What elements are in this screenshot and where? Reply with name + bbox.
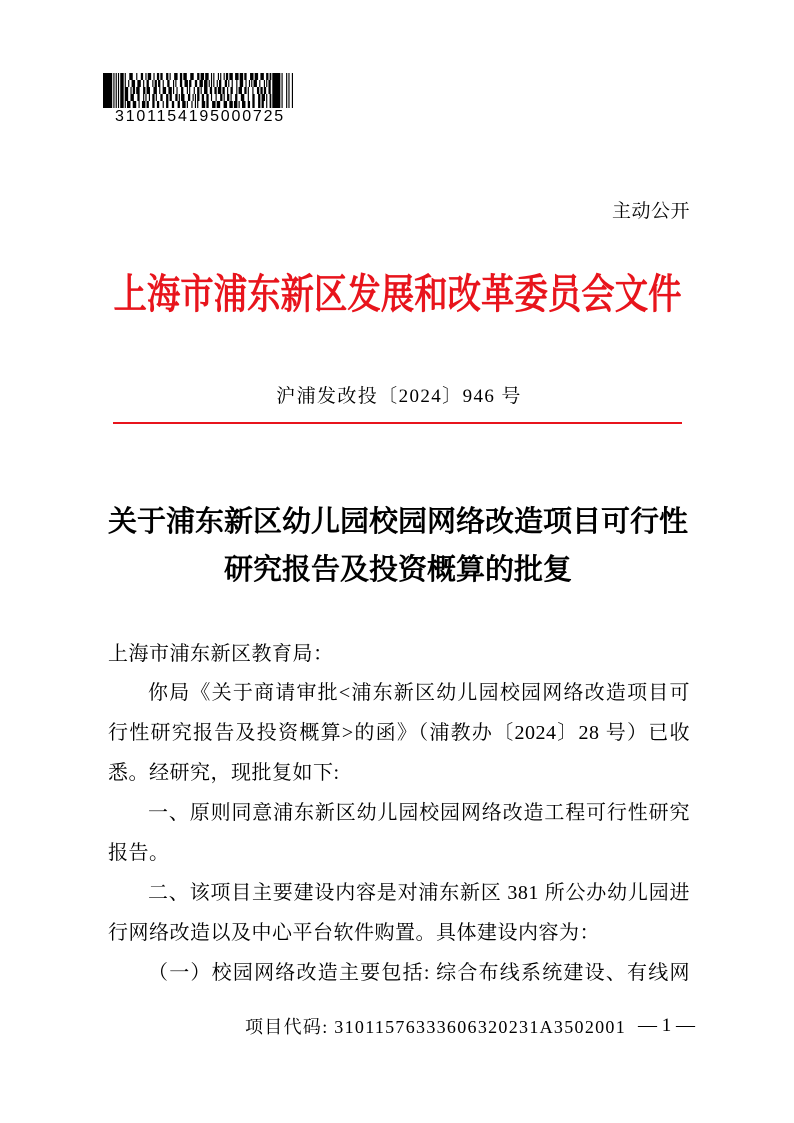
barcode-module: [157, 101, 159, 108]
barcode-module: [174, 73, 177, 80]
barcode-module: [136, 73, 137, 80]
barcode-module: [225, 80, 227, 87]
barcode-module: [125, 94, 128, 101]
barcode-module: [202, 94, 204, 101]
paragraph-2-line: 报告。: [108, 842, 170, 864]
barcode-module: [244, 73, 246, 80]
barcode-module: [175, 80, 176, 87]
barcode-module: [167, 80, 169, 87]
barcode-module: [189, 80, 191, 87]
barcode-module: [268, 87, 270, 94]
barcode-module: [249, 80, 250, 87]
barcode-module: [220, 94, 222, 101]
paragraph-1-line: 悉。经研究，现批复如下:: [108, 762, 340, 784]
barcode-module: [143, 80, 144, 87]
barcode-module: [255, 73, 258, 80]
barcode-module: [270, 94, 272, 101]
barcode-module: [137, 94, 139, 101]
barcode-module: [173, 80, 174, 87]
barcode-module: [250, 73, 253, 80]
barcode-module: [197, 94, 199, 101]
barcode-module: [194, 87, 195, 94]
barcode-module: [166, 101, 168, 108]
barcode-module: [188, 94, 190, 101]
barcode-module: [139, 101, 140, 108]
barcode: [103, 73, 293, 108]
barcode-module: [180, 80, 182, 87]
barcode-module: [118, 73, 119, 108]
barcode-module: [235, 73, 238, 80]
barcode-module: [244, 87, 246, 94]
barcode-module: [152, 80, 153, 87]
barcode-module: [103, 73, 112, 108]
barcode-module: [252, 87, 253, 94]
barcode-module: [205, 73, 208, 80]
barcode-module: [254, 80, 257, 87]
barcode-module: [209, 80, 210, 87]
barcode-module: [211, 80, 212, 87]
barcode-module: [195, 80, 197, 87]
barcode-module: [155, 80, 157, 87]
barcode-module: [224, 94, 225, 101]
barcode-module: [206, 101, 208, 108]
project-code: 项目代码: 31011576333606320231A3502001: [245, 1017, 627, 1037]
barcode-module: [231, 87, 233, 94]
barcode-module: [201, 73, 204, 80]
barcode-module: [145, 73, 146, 80]
barcode-module: [133, 87, 135, 94]
barcode-module: [213, 80, 214, 87]
barcode-module: [264, 87, 266, 94]
barcode-module: [132, 80, 135, 87]
document-body: [108, 635, 690, 993]
barcode-module: [130, 94, 133, 101]
barcode-module: [173, 87, 174, 94]
paragraph-2-line: 一、原则同意浦东新区幼儿园校园网络改造工程可行性研究: [148, 802, 690, 824]
barcode-module: [193, 94, 194, 101]
barcode-module: [159, 87, 160, 94]
barcode-module: [270, 101, 272, 108]
barcode-module: [191, 101, 192, 108]
barcode-module: [288, 73, 289, 108]
barcode-module: [248, 94, 249, 101]
barcode-module: [128, 80, 129, 87]
barcode-module: [204, 80, 207, 87]
barcode-module: [160, 94, 162, 101]
barcode-module: [125, 87, 128, 94]
barcode-module: [181, 87, 183, 94]
barcode-number: 3101154195000725: [115, 108, 285, 125]
barcode-module: [236, 80, 237, 87]
barcode-module: [125, 101, 126, 108]
barcode-module: [252, 101, 254, 108]
barcode-module: [187, 101, 188, 108]
barcode-module: [152, 101, 154, 108]
barcode-module: [166, 94, 168, 101]
issuer-title: 上海市浦东新区发展和改革委员会文件: [112, 271, 682, 317]
barcode-module: [187, 87, 188, 94]
barcode-module: [170, 94, 172, 101]
barcode-module: [199, 80, 202, 87]
barcode-module: [195, 101, 196, 108]
barcode-module: [133, 101, 136, 108]
barcode-module: [163, 80, 164, 87]
barcode-module: [218, 87, 221, 94]
barcode-module: [226, 73, 228, 80]
document-number: 沪浦发改投〔2024〕946 号: [276, 386, 522, 407]
paragraph-3-line: 二、该项目主要建设内容是对浦东新区 381 所公办幼儿园进: [148, 882, 690, 904]
barcode-module: [240, 73, 243, 80]
paragraph-1-line: 行性研究报告及投资概算>的函》（浦教办〔2024〕28 号）已收: [108, 722, 690, 744]
barcode-module: [204, 87, 207, 94]
barcode-module: [292, 73, 293, 108]
barcode-module: [197, 87, 199, 94]
barcode-module: [231, 94, 232, 101]
barcode-module: [239, 87, 242, 94]
barcode-module: [163, 101, 164, 108]
barcode-module: [236, 87, 237, 94]
barcode-module: [234, 101, 237, 108]
barcode-module: [214, 87, 216, 94]
barcode-module: [202, 101, 205, 108]
barcode-module: [224, 101, 227, 108]
addressee: 上海市浦东新区教育局：: [108, 643, 334, 665]
barcode-module: [232, 80, 233, 87]
barcode-module: [219, 80, 221, 87]
barcode-module: [258, 94, 260, 101]
barcode-module: [175, 94, 177, 101]
barcode-module: [147, 87, 150, 94]
barcode-module: [143, 87, 145, 94]
barcode-module: [222, 87, 224, 94]
barcode-module: [227, 94, 229, 101]
barcode-module: [227, 87, 228, 94]
barcode-module: [264, 80, 265, 87]
barcode-module: [129, 73, 132, 80]
barcode-module: [235, 94, 237, 101]
barcode-module: [158, 80, 160, 87]
barcode-module: [136, 87, 139, 94]
barcode-module: [266, 73, 268, 80]
barcode-module: [147, 101, 149, 108]
barcode-module: [240, 80, 243, 87]
barcode-module: [152, 94, 154, 101]
barcode-module: [116, 73, 117, 108]
barcode-module: [262, 94, 265, 101]
paragraph-4-line: （一）校园网络改造主要包括: 综合布线系统建设、有线网: [148, 962, 690, 984]
barcode-module: [251, 80, 252, 87]
paragraph-3-line: 行网络改造以及中心平台软件购置。具体建设内容为：: [108, 922, 600, 944]
barcode-module: [141, 73, 143, 80]
barcode-module: [130, 87, 131, 94]
barcode-module: [156, 94, 157, 101]
barcode-module: [125, 80, 126, 87]
barcode-module: [195, 94, 196, 101]
barcode-module: [168, 87, 171, 94]
paragraph-1-line: 你局《关于商请审批<浦东新区幼儿园校园网络改造项目可: [148, 682, 690, 704]
barcode-module: [286, 73, 287, 108]
barcode-module: [262, 101, 264, 108]
barcode-module: [216, 94, 217, 101]
barcode-module: [248, 87, 249, 94]
barcode-module: [239, 101, 240, 108]
red-divider: [113, 422, 682, 424]
barcode-module: [272, 73, 280, 108]
barcode-module: [220, 73, 221, 80]
barcode-module: [180, 73, 182, 80]
barcode-module: [127, 101, 130, 108]
barcode-module: [242, 101, 245, 108]
barcode-module: [211, 73, 212, 80]
barcode-module: [228, 80, 229, 87]
page-number: — 1 —: [638, 1015, 695, 1036]
document-title-line-1: 关于浦东新区幼儿园校园网络改造项目可行性: [107, 506, 688, 538]
barcode-module: [260, 73, 263, 80]
barcode-module: [172, 101, 174, 108]
barcode-module: [182, 101, 185, 108]
barcode-module: [211, 94, 212, 101]
barcode-module: [153, 87, 156, 94]
barcode-module: [160, 73, 162, 80]
barcode-module: [213, 73, 214, 80]
barcode-module: [153, 73, 154, 80]
barcode-module: [147, 80, 149, 87]
barcode-module: [185, 80, 188, 87]
barcode-module: [252, 94, 254, 101]
barcode-module: [266, 101, 267, 108]
barcode-module: [266, 80, 267, 87]
barcode-module: [197, 101, 198, 108]
barcode-module: [217, 80, 218, 87]
barcode-module: [189, 87, 190, 94]
barcode-module: [157, 73, 159, 80]
barcode-module: [248, 101, 250, 108]
barcode-module: [178, 101, 180, 108]
barcode-module: [241, 94, 244, 101]
barcode-module: [197, 73, 199, 80]
barcode-module: [201, 87, 202, 94]
barcode-module: [181, 94, 184, 101]
disclosure-label: 主动公开: [612, 201, 691, 222]
barcode-module: [217, 101, 220, 108]
barcode-module: [170, 73, 171, 80]
barcode-module: [125, 73, 126, 80]
barcode-module: [163, 87, 166, 94]
barcode-module: [145, 94, 146, 101]
barcode-module: [266, 94, 267, 101]
issuer-header: [0, 271, 794, 317]
barcode-module: [258, 101, 260, 108]
barcode-module: [268, 80, 270, 87]
document-title-line-2: 研究报告及投资概算的批复: [223, 554, 572, 586]
barcode-module: [183, 73, 186, 80]
barcode-module: [260, 87, 262, 94]
barcode-module: [212, 101, 215, 108]
barcode-module: [270, 73, 272, 80]
barcode-module: [282, 73, 283, 108]
barcode-module: [259, 80, 260, 87]
barcode-module: [137, 80, 140, 87]
barcode-module: [166, 73, 168, 80]
barcode-module: [143, 94, 144, 101]
barcode-module: [190, 73, 193, 80]
barcode-module: [245, 80, 246, 87]
barcode-module: [229, 73, 232, 80]
barcode-module: [218, 73, 219, 80]
barcode-module: [148, 73, 151, 80]
barcode-module: [229, 101, 232, 108]
barcode-module: [149, 94, 150, 101]
barcode-module: [179, 94, 180, 101]
barcode-module: [210, 87, 212, 94]
barcode-module: [176, 87, 177, 94]
barcode-module: [120, 73, 123, 108]
barcode-module: [224, 73, 225, 80]
barcode-module: [113, 73, 114, 108]
barcode-module: [206, 94, 208, 101]
barcode-module: [142, 101, 145, 108]
barcode-module: [257, 87, 259, 94]
